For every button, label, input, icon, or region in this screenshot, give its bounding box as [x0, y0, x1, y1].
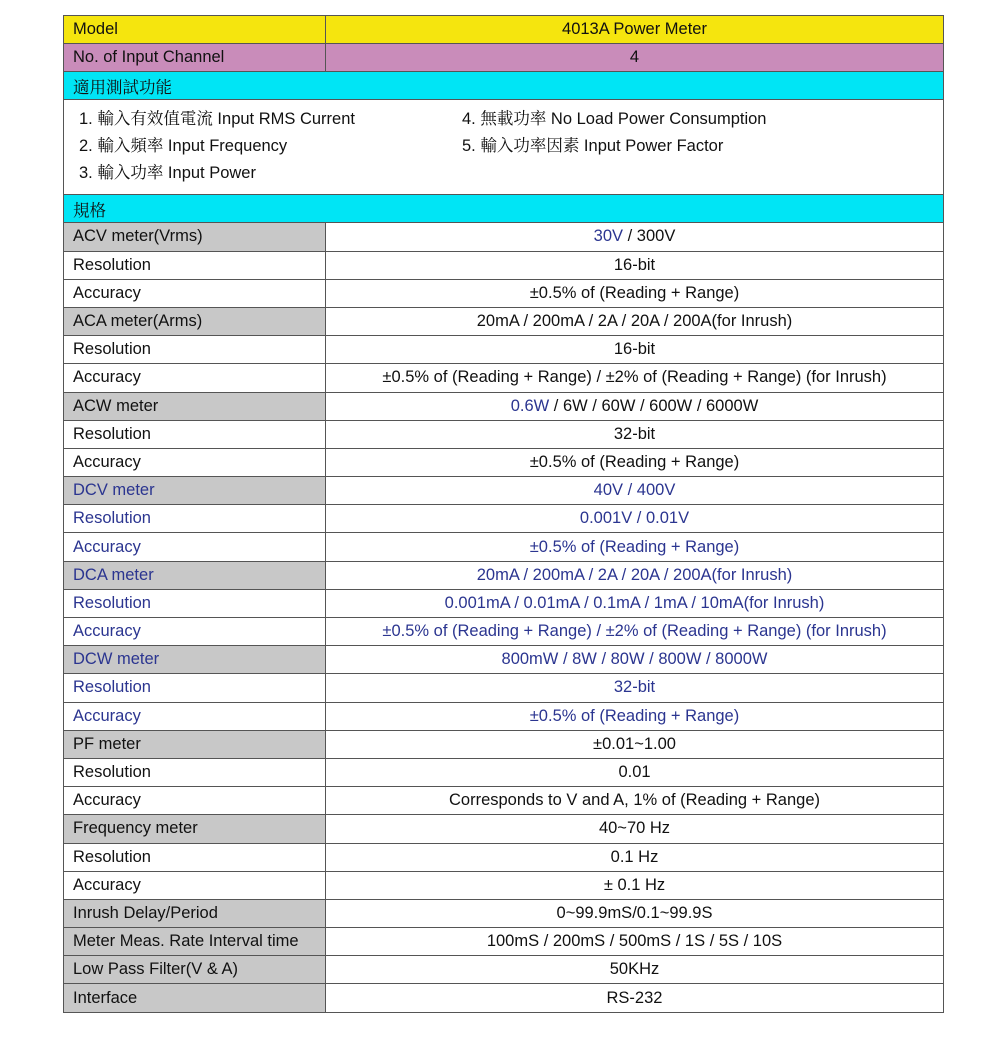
spec-value: ± 0.1 Hz: [326, 871, 944, 899]
function-item: 5. 輸入功率因素 Input Power Factor: [462, 137, 724, 156]
spec-label: Accuracy: [64, 533, 326, 561]
spec-label: Low Pass Filter(V & A): [64, 956, 326, 984]
spec-value: ±0.5% of (Reading + Range): [326, 279, 944, 307]
spec-table: [63, 15, 944, 1013]
spec-label: Resolution: [64, 505, 326, 533]
spec-value: Corresponds to V and A, 1% of (Reading + Range): [326, 787, 944, 815]
spec-value: ±0.5% of (Reading + Range): [326, 702, 944, 730]
spec-value: ±0.01~1.00: [326, 730, 944, 758]
spec-value: [326, 392, 944, 420]
spec-label: Accuracy: [64, 448, 326, 476]
spec-value: 32-bit: [326, 420, 944, 448]
spec-label: ACV meter(Vrms): [64, 223, 326, 251]
spec-label: Resolution: [64, 843, 326, 871]
spec-value: 800mW / 8W / 80W / 800W / 8000W: [326, 646, 944, 674]
spec-row: [64, 928, 944, 956]
spec-row: [64, 336, 944, 364]
model-row: [64, 16, 944, 44]
spec-value: 40~70 Hz: [326, 815, 944, 843]
spec-value-highlight: 0.6W: [510, 396, 550, 415]
spec-row: [64, 251, 944, 279]
spec-row: [64, 702, 944, 730]
spec-label: PF meter: [64, 730, 326, 758]
spec-title: 規格: [64, 195, 944, 223]
spec-row: [64, 956, 944, 984]
functions-section-header: [64, 72, 944, 100]
channel-label: No. of Input Channel: [64, 44, 326, 72]
spec-label: Interface: [64, 984, 326, 1012]
spec-row: [64, 871, 944, 899]
spec-label: DCV meter: [64, 477, 326, 505]
spec-value: ±0.5% of (Reading + Range): [326, 448, 944, 476]
spec-label: ACW meter: [64, 392, 326, 420]
spec-label: Resolution: [64, 420, 326, 448]
spec-value: [326, 223, 944, 251]
spec-row: [64, 646, 944, 674]
spec-row: [64, 787, 944, 815]
spec-row: [64, 589, 944, 617]
spec-label: Accuracy: [64, 618, 326, 646]
model-label: Model: [64, 16, 326, 44]
spec-value: ±0.5% of (Reading + Range): [326, 533, 944, 561]
spec-row: [64, 223, 944, 251]
functions-list: [64, 108, 943, 184]
spec-value: 40V / 400V: [326, 477, 944, 505]
spec-row: [64, 279, 944, 307]
spec-row: [64, 618, 944, 646]
spec-value-rest: / 6W / 60W / 600W / 6000W: [549, 396, 759, 415]
spec-row: [64, 392, 944, 420]
spec-section-header: [64, 195, 944, 223]
spec-value: 50KHz: [326, 956, 944, 984]
spec-value: ±0.5% of (Reading + Range) / ±2% of (Reading + Range) (for Inrush): [326, 364, 944, 392]
spec-value: ±0.5% of (Reading + Range) / ±2% of (Reading + Range) (for Inrush): [326, 618, 944, 646]
spec-value: 0.01: [326, 758, 944, 786]
spec-label: Resolution: [64, 251, 326, 279]
spec-label: Accuracy: [64, 871, 326, 899]
model-value: 4013A Power Meter: [326, 16, 944, 44]
spec-value: 20mA / 200mA / 2A / 20A / 200A(for Inrush): [326, 307, 944, 335]
spec-value: 16-bit: [326, 336, 944, 364]
spec-label: Accuracy: [64, 702, 326, 730]
function-item: 4. 無載功率 No Load Power Consumption: [462, 110, 767, 129]
spec-label: ACA meter(Arms): [64, 307, 326, 335]
spec-row: [64, 843, 944, 871]
spec-sheet: [63, 15, 944, 1013]
spec-label: Accuracy: [64, 787, 326, 815]
spec-value: 0~99.9mS/0.1~99.9S: [326, 899, 944, 927]
spec-value: 0.001V / 0.01V: [326, 505, 944, 533]
spec-value: 32-bit: [326, 674, 944, 702]
spec-label: Accuracy: [64, 279, 326, 307]
spec-row: [64, 307, 944, 335]
functions-list-row: [64, 100, 944, 195]
spec-value: 0.1 Hz: [326, 843, 944, 871]
spec-label: Meter Meas. Rate Interval time: [64, 928, 326, 956]
spec-row: [64, 674, 944, 702]
spec-value-highlight: 30V: [593, 227, 624, 246]
spec-row: [64, 730, 944, 758]
spec-row: [64, 899, 944, 927]
spec-label: Resolution: [64, 674, 326, 702]
spec-label: DCA meter: [64, 561, 326, 589]
spec-row: [64, 364, 944, 392]
function-item: 3. 輸入功率 Input Power: [79, 164, 256, 183]
spec-label: Resolution: [64, 758, 326, 786]
spec-value: RS-232: [326, 984, 944, 1012]
spec-label: DCW meter: [64, 646, 326, 674]
spec-value-rest: / 300V: [623, 227, 676, 246]
spec-label: Accuracy: [64, 364, 326, 392]
function-item: 1. 輸入有效值電流 Input RMS Current: [79, 110, 355, 129]
spec-value: 100mS / 200mS / 500mS / 1S / 5S / 10S: [326, 928, 944, 956]
spec-value: 16-bit: [326, 251, 944, 279]
spec-label: Resolution: [64, 336, 326, 364]
channel-row: [64, 44, 944, 72]
spec-row: [64, 477, 944, 505]
spec-row: [64, 758, 944, 786]
spec-row: [64, 505, 944, 533]
spec-value: 20mA / 200mA / 2A / 20A / 200A(for Inrush): [326, 561, 944, 589]
channel-value: 4: [326, 44, 944, 72]
function-item: 2. 輸入頻率 Input Frequency: [79, 137, 288, 156]
spec-label: Resolution: [64, 589, 326, 617]
spec-value: 0.001mA / 0.01mA / 0.1mA / 1mA / 10mA(for Inrush): [326, 589, 944, 617]
spec-row: [64, 533, 944, 561]
spec-label: Inrush Delay/Period: [64, 899, 326, 927]
spec-row: [64, 984, 944, 1012]
spec-row: [64, 561, 944, 589]
spec-row: [64, 448, 944, 476]
functions-title: 適用測試功能: [64, 72, 944, 100]
spec-label: Frequency meter: [64, 815, 326, 843]
spec-row: [64, 815, 944, 843]
spec-row: [64, 420, 944, 448]
